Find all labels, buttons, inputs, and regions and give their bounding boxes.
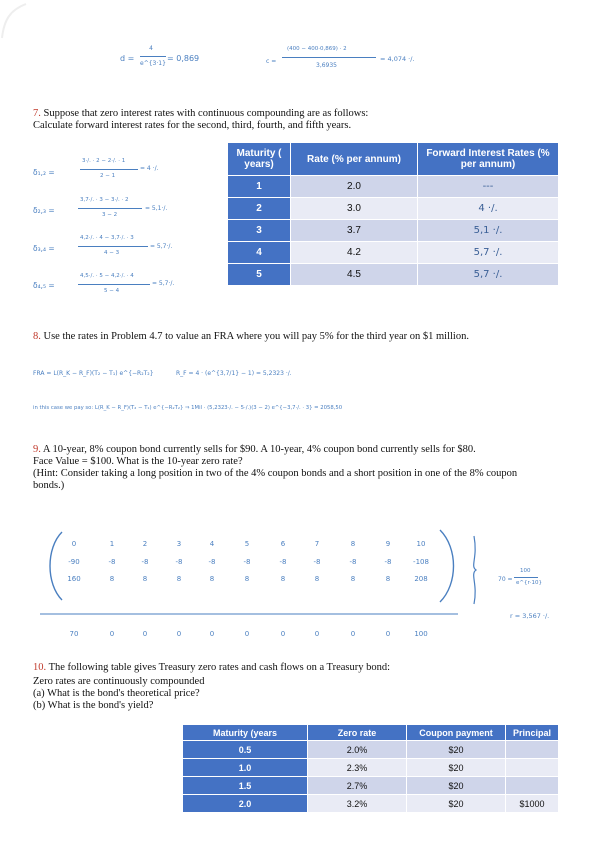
cash-flow-cell: -8 xyxy=(141,558,149,566)
column-header: Rate (% per annum) xyxy=(291,143,418,176)
q7-line1: Suppose that zero interest rates with continuous compounding are as follows: xyxy=(43,108,369,119)
column-header: Maturity ( years) xyxy=(228,143,291,176)
table-row xyxy=(183,795,559,813)
c-expr: c = xyxy=(266,58,277,65)
q8-work-rf: R_F = 4 · (e^{3,7/1} − 1) = 5,2323 ·/. xyxy=(176,370,292,377)
q9-line1: A 10-year, 8% coupon bond currently sells for $90. A 10-year, 4% coupon bond currently sells for $80. xyxy=(42,444,476,455)
rate-cell: 3.0 xyxy=(291,198,418,220)
q7-work-label: δ₂,₃ = xyxy=(33,206,55,215)
net-cash-flow-cell: 0 xyxy=(176,630,182,638)
q7-work-num: 4,5·/. · 5 − 4,2·/. · 4 xyxy=(80,273,134,279)
cash-flow-cell: -8 xyxy=(108,558,116,566)
maturity-cell: 1 xyxy=(228,176,291,198)
q7-work-num: 3,7·/. · 3 − 3·/. · 2 xyxy=(80,197,129,203)
q7-work-label: δ₁,₂ = xyxy=(33,168,55,177)
net-cash-flow-cell: 100 xyxy=(414,630,428,638)
cash-flow-cell: 8 xyxy=(142,575,148,583)
q8-work-value: in this case we pay so: L(R_K − R_F)(T₂ − T₁) e^{−R₂T₂} ⇒ 1Mil · (5,2323·/. − 5·/.)(3 − 2) e^{−3,7·/. · 3} = 2058,50 xyxy=(33,405,343,411)
net-cash-flow-cell: 0 xyxy=(209,630,215,638)
q10-number: 10. xyxy=(33,662,47,673)
year-cell: 7 xyxy=(314,540,320,548)
cash-flow-cell: -108 xyxy=(413,558,429,566)
cash-flow-cell: -8 xyxy=(313,558,321,566)
d-result: = 0,869 xyxy=(167,54,200,63)
q7-work-result: = 5,7·/. xyxy=(150,243,173,250)
forward-rate-cell: 5,1 ·/. xyxy=(418,220,559,242)
year-cell: 4 xyxy=(209,540,215,548)
year-cell: 6 xyxy=(280,540,286,548)
principal-cell xyxy=(506,741,559,759)
cash-flow-cell: -8 xyxy=(384,558,392,566)
q7-work-result: = 4 ·/. xyxy=(140,165,159,172)
cash-flow-cell: -8 xyxy=(175,558,183,566)
rate-cell: 3.7 xyxy=(291,220,418,242)
net-cash-flow-cell: 70 xyxy=(69,630,79,638)
year-cell: 3 xyxy=(176,540,182,548)
q9-side-den: e^{r·10} xyxy=(516,580,542,586)
maturity-cell: 0.5 xyxy=(183,741,308,759)
net-cash-flow-cell: 0 xyxy=(244,630,250,638)
year-cell: 5 xyxy=(244,540,250,548)
column-header: Zero rate xyxy=(308,725,407,741)
q7-line2: Calculate forward interest rates for the second, third, fourth, and fifth years. xyxy=(33,120,352,131)
column-header: Forward Interest Rates (% per annum) xyxy=(418,143,559,176)
table-row xyxy=(183,759,559,777)
rate-cell: 2.0 xyxy=(291,176,418,198)
maturity-cell: 2 xyxy=(228,198,291,220)
q7-work-num: 3·/. · 2 − 2·/. · 1 xyxy=(82,158,126,164)
forward-rate-cell: 4 ·/. xyxy=(418,198,559,220)
d-expr: d = xyxy=(120,54,135,63)
q7-work-result: = 5,7·/. xyxy=(152,280,175,287)
c-frac-den: 3,6935 xyxy=(316,62,337,69)
cash-flow-cell: -90 xyxy=(68,558,80,566)
forward-rate-cell: 5,7 ·/. xyxy=(418,264,559,286)
net-cash-flow-cell: 0 xyxy=(314,630,320,638)
cash-flow-cell: -8 xyxy=(243,558,251,566)
cash-flow-cell: 8 xyxy=(209,575,215,583)
q9-number: 9. xyxy=(33,444,41,455)
maturity-cell: 2.0 xyxy=(183,795,308,813)
net-cash-flow-cell: 0 xyxy=(109,630,115,638)
forward-rate-cell: 5,7 ·/. xyxy=(418,242,559,264)
year-cell: 0 xyxy=(71,540,77,548)
cash-flow-cell: 8 xyxy=(385,575,391,583)
cash-flow-cell: -8 xyxy=(279,558,287,566)
principal-cell xyxy=(506,759,559,777)
forward-rate-cell: --- xyxy=(418,176,559,198)
q7-number: 7. xyxy=(33,108,41,119)
q10-line3: (a) What is the bond's theoretical price? xyxy=(33,688,200,699)
principal-cell: $1000 xyxy=(506,795,559,813)
q7-work-label: δ₃,₄ = xyxy=(33,244,55,253)
zero-rate-cell: 2.3% xyxy=(308,759,407,777)
zero-rate-cell: 3.2% xyxy=(308,795,407,813)
year-cell: 1 xyxy=(109,540,115,548)
maturity-cell: 3 xyxy=(228,220,291,242)
coupon-cell: $20 xyxy=(407,759,506,777)
d-frac-num: 4 xyxy=(149,45,153,52)
column-header: Principal xyxy=(506,725,559,741)
coupon-cell: $20 xyxy=(407,741,506,759)
q9-side-eq: 70 = xyxy=(498,576,513,583)
net-cash-flow-cell: 0 xyxy=(385,630,391,638)
q7-work-result: = 5,1·/. xyxy=(145,205,168,212)
q7-work-den: 2 − 1 xyxy=(100,173,116,179)
net-cash-flow-cell: 0 xyxy=(142,630,148,638)
cash-flow-cell: 8 xyxy=(109,575,115,583)
column-header: Coupon payment xyxy=(407,725,506,741)
maturity-cell: 5 xyxy=(228,264,291,286)
q7-work-num: 4,2·/. · 4 − 3,7·/. · 3 xyxy=(80,235,134,241)
rate-cell: 4.2 xyxy=(291,242,418,264)
maturity-cell: 1.0 xyxy=(183,759,308,777)
treasury-table xyxy=(182,724,559,813)
q8-number: 8. xyxy=(33,331,41,342)
table-row xyxy=(183,777,559,795)
cash-flow-cell: 8 xyxy=(244,575,250,583)
year-cell: 10 xyxy=(416,540,426,548)
q9-line2: Face Value = $100. What is the 10-year zero rate? xyxy=(33,456,243,467)
q9-side-result: r = 3,567 ·/. xyxy=(510,612,550,620)
coupon-cell: $20 xyxy=(407,795,506,813)
net-cash-flow-cell: 0 xyxy=(350,630,356,638)
q8-text: Use the rates in Problem 4.7 to value an FRA where you will pay 5% for the third year on $1 million. xyxy=(43,331,469,342)
coupon-cell: $20 xyxy=(407,777,506,795)
cash-flow-cell: -8 xyxy=(349,558,357,566)
q9-side-bar xyxy=(514,577,538,578)
cash-flow-cell: 8 xyxy=(314,575,320,583)
table-header-row xyxy=(183,725,559,741)
year-cell: 9 xyxy=(385,540,391,548)
year-cell: 2 xyxy=(142,540,148,548)
c-frac-num: (400 − 400·0,869) · 2 xyxy=(287,46,347,52)
q10-line1: The following table gives Treasury zero rates and cash flows on a Treasury bond: xyxy=(48,662,391,673)
year-cell: 8 xyxy=(350,540,356,548)
q9-line3: (Hint: Consider taking a long position in two of the 4% coupon bonds and a short position in one of the 8% coupon xyxy=(33,468,518,479)
maturity-cell: 1.5 xyxy=(183,777,308,795)
principal-cell xyxy=(506,777,559,795)
cash-flow-cell: 8 xyxy=(176,575,182,583)
q7-work-label: δ₄,₅ = xyxy=(33,281,55,290)
net-cash-flow-cell: 0 xyxy=(280,630,286,638)
c-result: = 4,074 ·/. xyxy=(380,55,415,63)
maturity-cell: 4 xyxy=(228,242,291,264)
rate-cell: 4.5 xyxy=(291,264,418,286)
table-row xyxy=(183,741,559,759)
cash-flow-cell: 208 xyxy=(414,575,428,583)
cash-flow-cell: -8 xyxy=(208,558,216,566)
q7-work-den: 5 − 4 xyxy=(104,288,120,294)
column-header: Maturity (years xyxy=(183,725,308,741)
cash-flow-cell: 160 xyxy=(67,575,81,583)
q8-work-fra: FRA = L(R_K − R_F)(T₂ − T₁) e^{−R₂T₂} xyxy=(33,370,154,377)
zero-rate-cell: 2.0% xyxy=(308,741,407,759)
q10-line4: (b) What is the bond's yield? xyxy=(33,700,154,711)
cash-flow-cell: 8 xyxy=(350,575,356,583)
d-frac-den: e^{3·1} xyxy=(140,60,166,67)
q9-line4: bonds.) xyxy=(33,480,65,491)
zero-rate-cell: 2.7% xyxy=(308,777,407,795)
cash-flow-cell: 8 xyxy=(280,575,286,583)
q7-work-den: 4 − 3 xyxy=(104,250,120,256)
q9-side-num: 100 xyxy=(520,568,531,574)
q7-work-den: 3 − 2 xyxy=(102,212,118,218)
q10-line2: Zero rates are continuously compounded xyxy=(33,676,205,687)
